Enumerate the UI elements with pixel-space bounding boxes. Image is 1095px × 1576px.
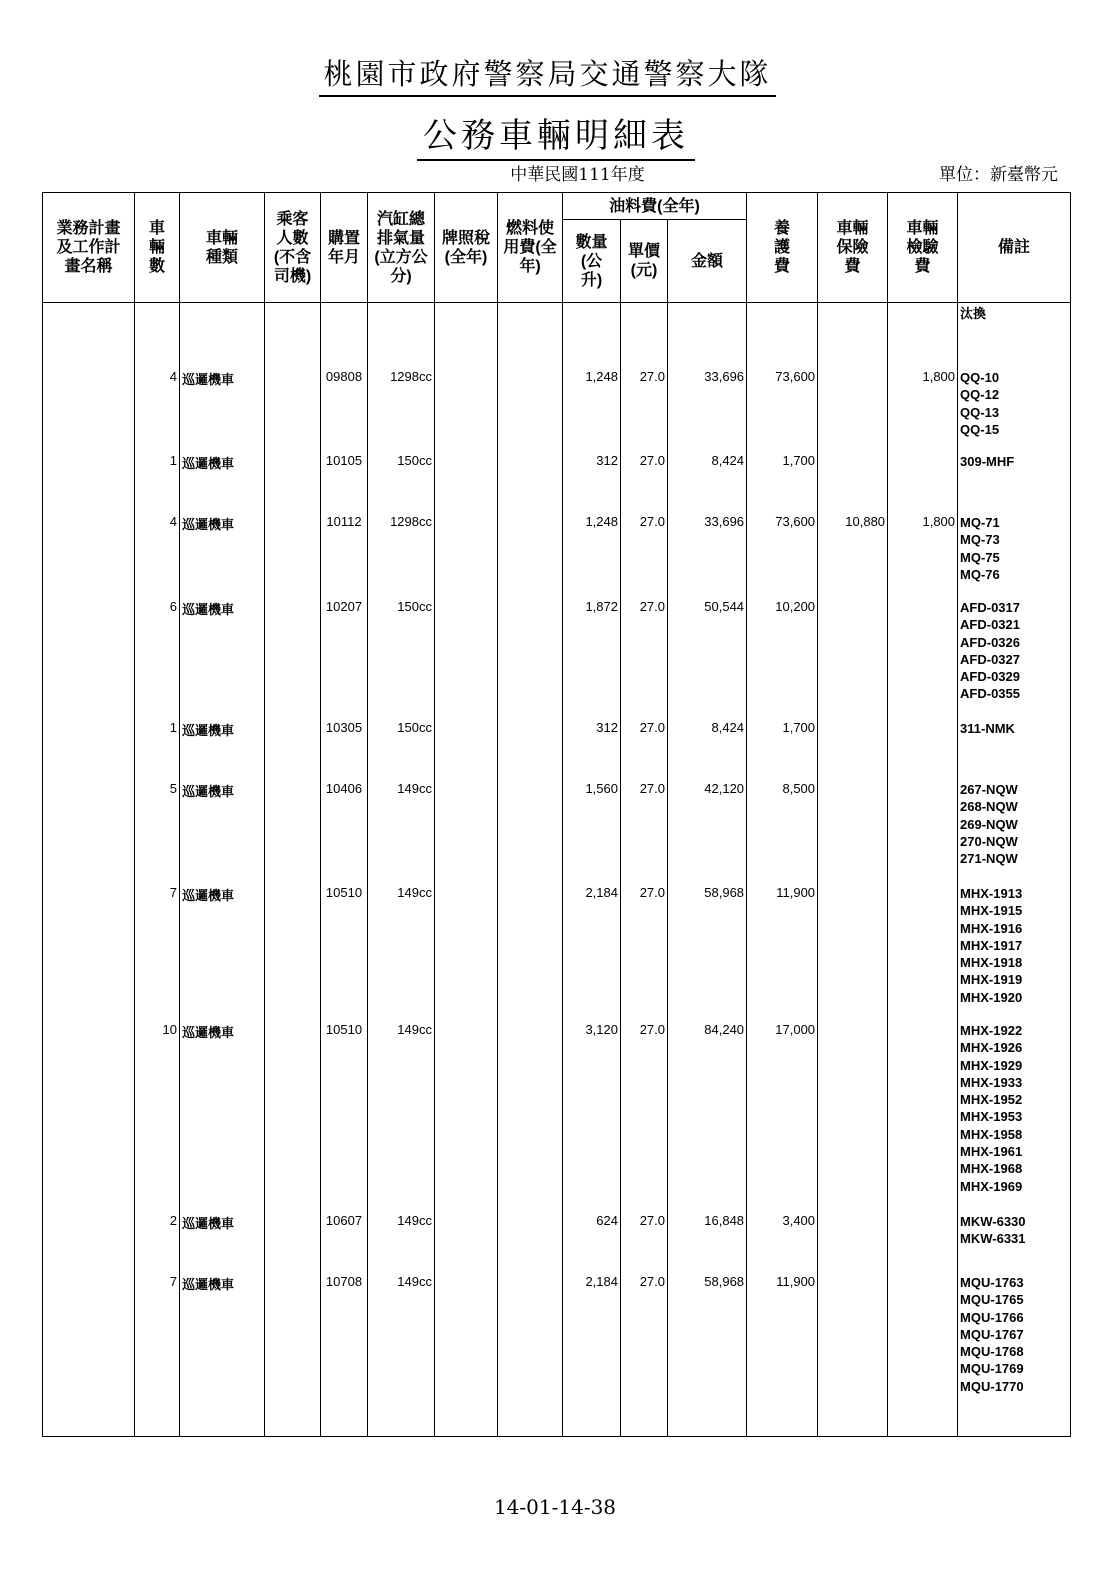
org-title-text: 桃園市政府警察局交通警察大隊 <box>319 52 775 97</box>
cell-count: 5 <box>169 781 177 796</box>
plate-number: MHX-1922 <box>960 1023 1023 1038</box>
plate-number: MQU-1769 <box>960 1361 1024 1377</box>
cell-remarks <box>958 885 1070 1006</box>
cell-type: 巡邏機車 <box>182 723 235 738</box>
cell-price: 27.0 <box>639 1022 665 1037</box>
plate-number: MHX-1933 <box>960 1074 1023 1090</box>
cell-purchase: 10510 <box>325 885 363 900</box>
cell-price: 27.0 <box>639 514 665 529</box>
body-column-13 <box>888 303 958 1437</box>
plate-number: AFD-0326 <box>960 634 1020 650</box>
cell-price: 27.0 <box>639 781 665 796</box>
cell-displacement: 1298cc <box>390 514 432 529</box>
cell-price: 27.0 <box>639 599 665 614</box>
cell-purchase: 10305 <box>325 720 363 735</box>
cell-qty: 312 <box>596 720 618 735</box>
cell-amount: 8,424 <box>711 720 745 735</box>
col-inspection-label: 車輛檢驗費 <box>906 220 939 275</box>
body-column-14 <box>958 303 1071 1437</box>
col-insurance-label: 車輛保險費 <box>836 220 869 275</box>
col-type <box>180 193 265 303</box>
body-column-cell <box>498 303 562 1437</box>
body-column-cell <box>368 303 434 1437</box>
body-column-cell <box>888 303 957 1437</box>
col-fuel-group: 油料費(全年) <box>563 193 747 220</box>
org-title <box>0 52 1095 97</box>
cell-count: 10 <box>162 1022 177 1037</box>
col-qty-label: 數量(公升) <box>575 233 608 289</box>
col-remarks: 備註 <box>958 193 1071 303</box>
body-column-3 <box>265 303 321 1437</box>
cell-maintenance: 1,700 <box>782 453 816 468</box>
cell-count: 4 <box>169 369 177 384</box>
cell-maintenance: 73,600 <box>775 514 816 529</box>
plate-number: AFD-0329 <box>960 669 1020 685</box>
body-column-2 <box>180 303 265 1437</box>
cell-inspection: 1,800 <box>922 369 956 384</box>
col-fuel-fee <box>498 193 563 303</box>
plate-number: MHX-1968 <box>960 1161 1023 1177</box>
cell-amount: 58,968 <box>704 885 745 900</box>
cell-purchase: 09808 <box>325 369 363 384</box>
cell-price: 27.0 <box>639 885 665 900</box>
currency-unit: 單位：新臺幣元 <box>939 165 1058 185</box>
cell-type: 巡邏機車 <box>182 602 235 617</box>
cell-qty: 1,560 <box>585 781 618 796</box>
plate-number: 271-NQW <box>960 851 1018 867</box>
cell-count: 2 <box>169 1213 177 1228</box>
cell-price: 27.0 <box>639 369 665 384</box>
plate-number: 268-NQW <box>960 799 1018 815</box>
cell-qty: 2,184 <box>585 885 618 900</box>
page-title-text: 公務車輛明細表 <box>417 108 695 161</box>
body-column-cell <box>180 303 264 1437</box>
cell-qty: 312 <box>596 453 618 468</box>
cell-type: 巡邏機車 <box>182 372 235 387</box>
cell-insurance: 10,880 <box>845 514 886 529</box>
col-passengers-label: 乘客人數(不含司機) <box>273 210 312 285</box>
table-body <box>43 303 1071 1437</box>
cell-type: 巡邏機車 <box>182 784 235 799</box>
plate-number: MHX-1918 <box>960 955 1023 971</box>
cell-type: 巡邏機車 <box>182 1025 235 1040</box>
body-column-1 <box>135 303 180 1437</box>
cell-amount: 84,240 <box>704 1022 745 1037</box>
plate-number: MHX-1915 <box>960 903 1023 919</box>
body-column-4 <box>321 303 368 1437</box>
cell-purchase: 10607 <box>325 1213 363 1228</box>
cell-amount: 50,544 <box>704 599 745 614</box>
cell-qty: 2,184 <box>585 1274 618 1289</box>
cell-type: 巡邏機車 <box>182 456 235 471</box>
cell-displacement: 149cc <box>397 781 432 796</box>
plate-number: QQ-10 <box>960 370 1000 385</box>
body-column-cell <box>43 303 134 1437</box>
cell-displacement: 149cc <box>397 1213 432 1228</box>
cell-qty: 1,248 <box>585 514 618 529</box>
plate-number: AFD-0355 <box>960 686 1020 702</box>
cell-remarks <box>958 1213 1070 1248</box>
cell-remarks <box>958 453 1070 470</box>
plate-number: MHX-1917 <box>960 937 1023 953</box>
cell-purchase: 10105 <box>325 453 363 468</box>
col-insurance <box>818 193 888 303</box>
plate-number: MQ-73 <box>960 532 1000 548</box>
body-column-11 <box>747 303 818 1437</box>
plate-number: QQ-15 <box>960 421 1000 437</box>
cell-type: 巡邏機車 <box>182 888 235 903</box>
cell-maintenance: 1,700 <box>782 720 816 735</box>
body-column-7 <box>498 303 563 1437</box>
plate-number: MQU-1765 <box>960 1292 1024 1308</box>
plate-number: MQU-1768 <box>960 1344 1024 1360</box>
plate-number: MHX-1919 <box>960 972 1023 988</box>
cell-amount: 33,696 <box>704 369 745 384</box>
cell-count: 7 <box>169 1274 177 1289</box>
plate-number: AFD-0327 <box>960 651 1020 667</box>
body-column-0 <box>43 303 135 1437</box>
col-license-tax <box>435 193 498 303</box>
plate-number: 270-NQW <box>960 833 1018 849</box>
cell-maintenance: 3,400 <box>782 1213 816 1228</box>
plate-number: MQ-75 <box>960 549 1000 565</box>
plate-number: 269-NQW <box>960 816 1018 832</box>
plate-number: MHX-1926 <box>960 1040 1023 1056</box>
plate-number: 267-NQW <box>960 782 1018 797</box>
plate-number: MQU-1763 <box>960 1275 1024 1290</box>
col-purchase <box>321 193 368 303</box>
col-type-label: 車輛種類 <box>205 229 238 266</box>
col-qty <box>563 220 621 303</box>
note-replace: 汰換 <box>960 306 987 321</box>
col-amount: 金額 <box>668 220 747 303</box>
cell-remarks <box>958 1274 1070 1395</box>
cell-displacement: 150cc <box>397 720 432 735</box>
col-maintenance <box>747 193 818 303</box>
body-column-cell <box>563 303 620 1437</box>
plate-number: MHX-1916 <box>960 920 1023 936</box>
cell-purchase: 10406 <box>325 781 363 796</box>
cell-displacement: 149cc <box>397 885 432 900</box>
body-column-5 <box>368 303 435 1437</box>
plate-number: MQU-1770 <box>960 1378 1024 1394</box>
plate-number: MHX-1969 <box>960 1178 1023 1194</box>
plate-number: MHX-1958 <box>960 1126 1023 1142</box>
cell-count: 6 <box>169 599 177 614</box>
cell-remarks <box>958 514 1070 583</box>
body-column-cell <box>668 303 746 1437</box>
body-column-cell <box>818 303 887 1437</box>
plate-number: MHX-1953 <box>960 1109 1023 1125</box>
cell-displacement: 150cc <box>397 599 432 614</box>
cell-price: 27.0 <box>639 1213 665 1228</box>
body-column-cell <box>135 303 179 1437</box>
cell-maintenance: 8,500 <box>782 781 816 796</box>
col-passengers <box>265 193 321 303</box>
cell-purchase: 10112 <box>326 514 362 529</box>
cell-amount: 8,424 <box>711 453 745 468</box>
plate-number: MKW-6331 <box>960 1231 1026 1247</box>
col-inspection <box>888 193 958 303</box>
plate-number: 311-NMK <box>960 721 1015 736</box>
cell-maintenance: 10,200 <box>775 599 816 614</box>
cell-qty: 3,120 <box>585 1022 618 1037</box>
cell-displacement: 149cc <box>397 1274 432 1289</box>
body-column-8 <box>563 303 621 1437</box>
plate-number: AFD-0321 <box>960 617 1020 633</box>
cell-remarks <box>958 781 1070 867</box>
plate-number: MHX-1913 <box>960 886 1023 901</box>
cell-amount: 33,696 <box>704 514 745 529</box>
cell-count: 7 <box>169 885 177 900</box>
col-displacement-label: 汽缸總排氣量(立方公分) <box>374 210 428 285</box>
cell-type: 巡邏機車 <box>182 1216 235 1231</box>
body-column-cell <box>747 303 817 1437</box>
cell-maintenance: 73,600 <box>775 369 816 384</box>
cell-amount: 58,968 <box>704 1274 745 1289</box>
body-column-10 <box>668 303 747 1437</box>
plate-number: MHX-1952 <box>960 1092 1023 1108</box>
cell-amount: 16,848 <box>704 1213 745 1228</box>
fiscal-year: 中華民國111年度 <box>510 165 645 185</box>
plate-number: MHX-1961 <box>960 1144 1023 1160</box>
col-purchase-label: 購置年月 <box>327 229 360 266</box>
cell-purchase: 10708 <box>325 1274 363 1289</box>
cell-maintenance: 11,900 <box>776 885 816 900</box>
cell-displacement: 150cc <box>397 453 432 468</box>
plate-number: AFD-0317 <box>960 600 1020 615</box>
page-number: 14-01-14-38 <box>493 1495 617 1519</box>
plate-number: QQ-12 <box>960 387 1000 403</box>
plate-number: MQU-1766 <box>960 1309 1024 1325</box>
cell-displacement: 1298cc <box>390 369 432 384</box>
plate-number: MHX-1929 <box>960 1057 1023 1073</box>
plate-number: QQ-13 <box>960 404 1000 420</box>
plate-number: MKW-6330 <box>960 1214 1026 1229</box>
col-price <box>621 220 668 303</box>
cell-remarks <box>958 1022 1070 1195</box>
cell-inspection: 1,800 <box>922 514 956 529</box>
cell-purchase: 10510 <box>325 1022 363 1037</box>
cell-remarks <box>958 369 1070 438</box>
cell-maintenance: 17,000 <box>775 1022 816 1037</box>
col-count <box>135 193 180 303</box>
cell-qty: 1,872 <box>585 599 618 614</box>
col-project <box>43 193 135 303</box>
body-column-cell <box>265 303 320 1437</box>
cell-displacement: 149cc <box>397 1022 432 1037</box>
col-license-tax-label: 牌照稅(全年) <box>441 229 490 266</box>
cell-amount: 42,120 <box>704 781 745 796</box>
body-column-cell <box>621 303 667 1437</box>
cell-purchase: 10207 <box>325 599 363 614</box>
plate-number: MQU-1767 <box>960 1326 1024 1342</box>
col-count-label: 車輛數 <box>148 220 165 275</box>
body-column-6 <box>435 303 498 1437</box>
vehicle-table <box>42 192 1071 1437</box>
cell-count: 1 <box>169 453 177 468</box>
cell-type: 巡邏機車 <box>182 517 235 532</box>
cell-qty: 624 <box>596 1213 618 1228</box>
col-maintenance-label: 養護費 <box>774 220 791 275</box>
cell-count: 1 <box>169 720 177 735</box>
body-column-9 <box>621 303 668 1437</box>
body-column-12 <box>818 303 888 1437</box>
body-column-cell <box>435 303 497 1437</box>
col-project-label: 業務計畫及工作計畫名稱 <box>56 220 121 275</box>
col-price-label: 單價(元) <box>627 243 660 279</box>
cell-price: 27.0 <box>639 1274 665 1289</box>
plate-number: MQ-71 <box>960 515 1000 530</box>
plate-number: 309-MHF <box>960 454 1015 469</box>
cell-maintenance: 11,900 <box>776 1274 816 1289</box>
body-column-cell <box>321 303 367 1437</box>
col-fuel-fee-label: 燃料使用費(全年) <box>503 220 557 275</box>
body-column-cell <box>958 303 1070 1437</box>
cell-qty: 1,248 <box>585 369 618 384</box>
cell-remarks <box>958 599 1070 703</box>
cell-remarks <box>958 720 1070 737</box>
col-displacement <box>368 193 435 303</box>
page-title <box>0 108 1095 161</box>
plate-number: MHX-1920 <box>960 989 1023 1005</box>
cell-price: 27.0 <box>639 720 665 735</box>
cell-count: 4 <box>169 514 177 529</box>
plate-number: MQ-76 <box>960 566 1000 582</box>
cell-price: 27.0 <box>639 453 665 468</box>
cell-type: 巡邏機車 <box>182 1277 235 1292</box>
